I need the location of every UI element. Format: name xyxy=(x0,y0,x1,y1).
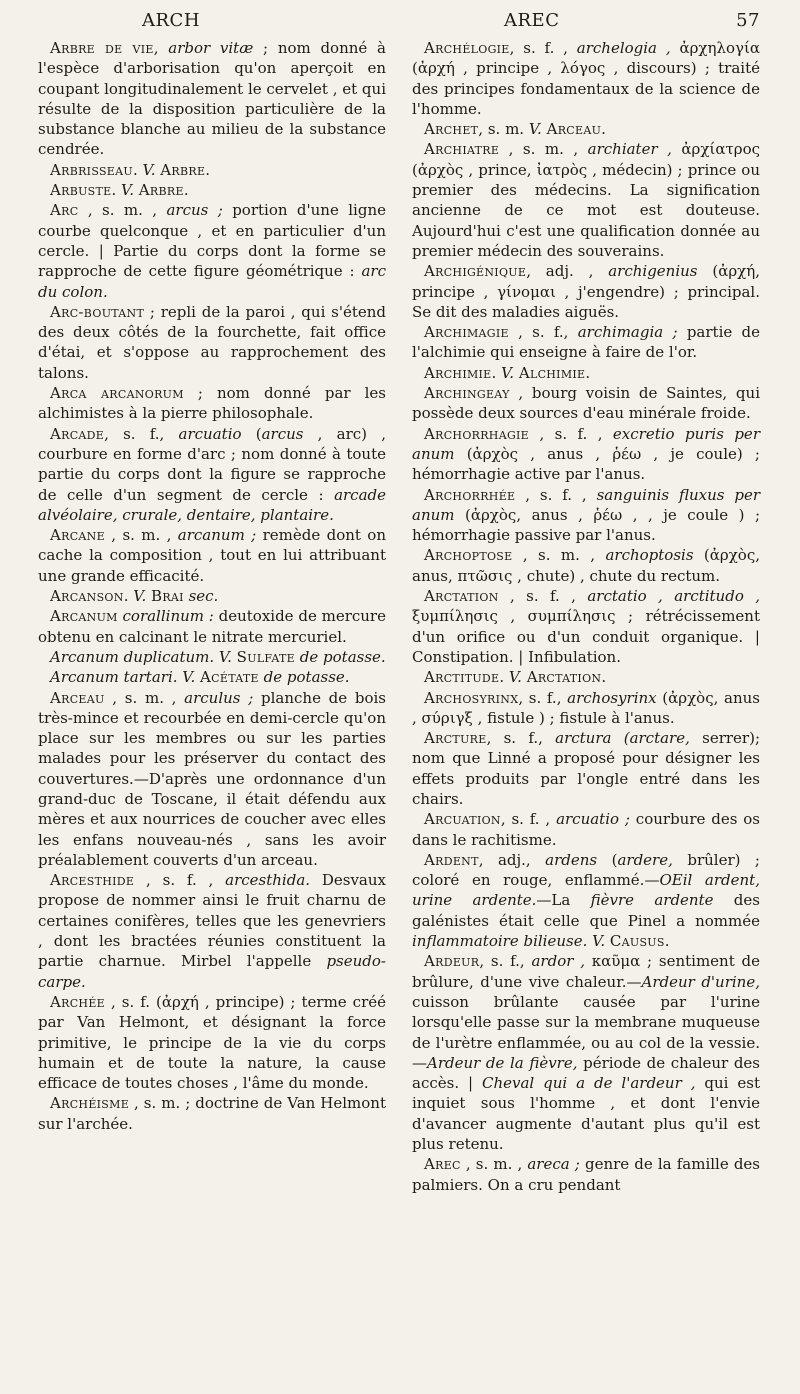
entry-text: ( xyxy=(241,424,262,443)
dictionary-entry xyxy=(412,809,760,850)
headword: Archélogie xyxy=(424,39,510,57)
dictionary-entry xyxy=(412,383,760,424)
entry-text: planche de bois très-mince et recourbée en demi-cercle qu'on place sur les membres ou sur les parties malades pour les préserver du contact des couvertures.—D'après une ordonnance d'un grand-duc de Toscane, il était défendu aux mères et aux nourrices de coucher avec elles les enfans nouveau-nés , sans les avoir préalablement couverts d'un arceau. xyxy=(38,688,386,869)
dictionary-entry xyxy=(38,180,386,200)
dictionary-entry xyxy=(412,586,760,667)
entry-text: , s. f. , xyxy=(509,39,577,57)
entry-text: , s. m. , xyxy=(104,526,178,545)
dictionary-entry xyxy=(38,667,386,687)
headword: Archet xyxy=(424,120,479,139)
dictionary-entry xyxy=(412,1154,760,1195)
dictionary-entry xyxy=(38,525,386,586)
dictionary-entry xyxy=(412,850,760,951)
entry-text: des galénistes était celle que Pinel a nommée xyxy=(412,891,760,930)
cross-reference: Arceau xyxy=(546,120,602,139)
entry-text: genre de la famille des palmiers. On a cru pendant xyxy=(412,1155,761,1194)
italic-text: OEil ardent, urine ardente. xyxy=(412,871,760,910)
dictionary-entry xyxy=(38,870,386,992)
italic-text: arctura (arctare, xyxy=(555,729,690,748)
headword: Arcanum xyxy=(50,607,118,626)
italic-text: fièvre ardente xyxy=(590,891,714,910)
headword: Archiatre xyxy=(424,140,500,159)
entry-text: . xyxy=(601,668,607,687)
italic-text: archoptosis xyxy=(605,546,694,565)
entry-text: . xyxy=(183,181,189,200)
headword: Archée xyxy=(50,992,105,1011)
page-number: 57 xyxy=(736,10,760,31)
entry-text: remède dont on cache la composition , tout en lui attribuant une grande efficacité. xyxy=(38,526,386,585)
right-column xyxy=(412,38,760,1195)
dictionary-entry xyxy=(38,606,386,647)
dictionary-entry xyxy=(412,363,760,383)
headword: Arcanson xyxy=(50,587,124,606)
dictionary-entry xyxy=(38,688,386,871)
italic-text: Ardeur d'urine, xyxy=(641,972,760,991)
headword: Archigénique xyxy=(424,262,527,281)
headword: Archimie xyxy=(424,363,492,382)
entry-text: ἀρχίατρος (ἀρχὸς , prince, ἰατρὸς , médecin) ; prince ou premier des médecins. La signification ancienne de ce mot est douteuse. Aujourd'hui c'est une qualification donnée au premier médecin des souverains. xyxy=(412,140,760,260)
entry-text: ; nom donné par les alchimistes à la pierre philosophale. xyxy=(38,384,386,423)
cross-reference: Arbre xyxy=(160,160,206,179)
headword: Archoptose xyxy=(424,546,513,565)
italic-text: V. xyxy=(528,120,542,139)
italic-text: V. xyxy=(501,363,515,382)
cross-reference: Causus xyxy=(609,932,665,951)
dictionary-entry xyxy=(38,424,386,525)
entry-text: . xyxy=(585,363,591,382)
headword: Arctation xyxy=(424,587,499,606)
entry-text: , s. m. , xyxy=(512,546,606,565)
italic-text: arbor vitæ xyxy=(168,39,254,57)
entry-text: , bourg voisin de Saintes, qui possède deux sources d'eau minérale froide. xyxy=(412,384,760,423)
dictionary-entry xyxy=(412,667,760,687)
headword: Arcture xyxy=(424,729,487,748)
entry-text: , s. f., xyxy=(508,323,578,342)
headword: Archimagie xyxy=(424,323,509,342)
headword: Arcane xyxy=(50,526,105,545)
italic-text: archosyrinx xyxy=(567,688,657,707)
entry-text: . xyxy=(132,160,143,179)
italic-text: arc du colon. xyxy=(38,262,386,301)
cross-reference: Arbre xyxy=(138,181,184,200)
entry-text: . xyxy=(111,181,122,200)
entry-text: , s. f. (ἀρχή , principe) ; terme créé par Van Helmont, et désignant la force primitive, le principe de la vie du corps humain et de toute la nature, la cause efficace de toutes choses , l'âme du monde. xyxy=(38,992,386,1093)
entry-text: , s. f., xyxy=(104,424,179,443)
entry-text: , s. f. , xyxy=(529,424,613,443)
entry-text: , s. f., xyxy=(479,952,532,971)
dictionary-entry xyxy=(38,160,386,180)
running-header xyxy=(38,4,760,38)
entry-text: , s. f. , xyxy=(498,587,588,606)
dictionary-entry xyxy=(38,200,386,301)
entry-text: ; repli de la paroi , qui s'étend des deux côtés de la fourchette, fait office d'étai, et s'oppose au rapprochement des talons. xyxy=(38,302,386,382)
entry-text: ( xyxy=(597,850,618,869)
cross-reference: Brai xyxy=(151,587,184,606)
entry-text: , s. m. , xyxy=(460,1155,528,1174)
italic-text: arcanum ; xyxy=(177,526,257,545)
entry-text: . xyxy=(491,363,502,382)
italic-text: Arcanum duplicatum. V. xyxy=(50,647,232,666)
headword: Archorrhagie xyxy=(424,424,530,443)
entry-text: , s. f., xyxy=(486,729,556,748)
italic-text: arcus xyxy=(261,424,304,443)
dictionary-entry xyxy=(38,586,386,606)
headword: Arbre de vie xyxy=(50,39,154,57)
entry-text: , s. m. ; doctrine de Van Helmont sur l'archée. xyxy=(38,1094,386,1133)
entry-text: , s. f., xyxy=(518,688,568,707)
header-left-guide-word: ARCH xyxy=(142,10,201,31)
cross-reference: Arctation xyxy=(526,668,602,687)
italic-text: arcesthida. xyxy=(225,871,311,890)
italic-text: ardere, xyxy=(617,850,673,869)
left-column xyxy=(38,38,386,1195)
entry-text: ; nom donné à l'espèce d'arborisation qu'on aperçoit en coupant longitudinalement le cervelet , et qui résulte de la disposition particulière de la substance blanche au milieu de la substance cendrée. xyxy=(38,39,386,159)
italic-text: archelogia , xyxy=(576,39,671,57)
entry-text: serrer); nom que Linné a proposé pour désigner les effets produits par l'ongle entré dans les chairs. xyxy=(412,729,761,808)
entry-text: brûler) ; coloré en rouge, enflammé.— xyxy=(412,850,760,890)
entry-text: , adj. , xyxy=(526,262,609,281)
entry-text: . xyxy=(601,120,606,139)
dictionary-entry xyxy=(412,424,760,485)
entry-text: Desvaux propose de nommer ainsi le fruit charnu de certaines conifères, telles que les genevriers , dont les bractées réunies constituent la partie charnue. Mirbel l'appelle xyxy=(38,871,386,971)
entry-text: . xyxy=(205,160,211,179)
italic-text: corallinum : xyxy=(122,607,214,626)
italic-text: pseudo-carpe. xyxy=(38,952,386,991)
entry-text: . xyxy=(123,587,134,606)
dictionary-entry xyxy=(412,139,760,261)
italic-text: ardens xyxy=(545,850,598,869)
entry-text: , s. m. , xyxy=(499,140,588,159)
dictionary-entry xyxy=(38,38,386,160)
italic-text: de potasse. xyxy=(263,668,350,687)
dictionary-entry xyxy=(412,38,760,119)
dictionary-entry xyxy=(38,302,386,383)
italic-text: archiater , xyxy=(587,140,672,159)
italic-text: sanguinis fluxus per anum xyxy=(412,485,760,524)
italic-text: arcade alvéolaire, crurale, dentaire, plantaire. xyxy=(38,485,386,524)
italic-text: V. xyxy=(121,181,135,200)
entry-text: , s. f. , xyxy=(134,871,226,890)
italic-text: V. xyxy=(508,668,522,687)
entry-text: , s. m. xyxy=(478,120,529,139)
entry-text: , xyxy=(153,39,169,57)
headword: Arca arcanorum xyxy=(50,384,184,403)
headword: Arbrisseau xyxy=(50,160,133,179)
italic-text: V. xyxy=(133,587,147,606)
dictionary-entry xyxy=(412,688,760,729)
headword: Ardeur xyxy=(424,952,480,971)
headword: Arcade xyxy=(50,424,105,443)
headword: Arc xyxy=(50,201,79,220)
italic-text: arcuatio xyxy=(178,424,242,443)
headword: Arceau xyxy=(50,688,105,707)
dictionary-entry xyxy=(412,485,760,546)
headword: Archorrhée xyxy=(424,485,516,504)
entry-text: (ἀρχή, principe , γίνομαι , j'engendre) ; principal. Se dit des maladies aiguës. xyxy=(412,262,760,321)
italic-text: arculus ; xyxy=(184,688,254,707)
entry-text: (ἀρχὸς, anus , σύριγξ , fistule ) ; fistule à l'anus. xyxy=(412,688,761,727)
italic-text: archigenius xyxy=(608,262,698,281)
headword: Archosyrinx xyxy=(424,688,519,707)
italic-text: Ardeur de la fièvre, xyxy=(427,1053,578,1072)
cross-reference: Sulfate xyxy=(236,647,296,666)
headword: Arbuste xyxy=(50,181,112,200)
entry-text: , arc) , courbure en forme d'arc ; nom donné à toute partie du corps dont la figure se rapproche de celle d'un segment de cercle : xyxy=(38,424,386,504)
entry-text: , adj., xyxy=(478,850,546,869)
entry-text: , s. f. , xyxy=(515,485,597,504)
dictionary-entry xyxy=(38,992,386,1093)
headword: Archéisme xyxy=(50,1094,130,1113)
entry-text: —La xyxy=(536,891,591,910)
italic-text: arcus ; xyxy=(166,201,223,220)
text-columns xyxy=(38,38,760,1195)
dictionary-entry xyxy=(38,1093,386,1134)
dictionary-entry xyxy=(38,647,386,667)
entry-text: . xyxy=(664,932,670,951)
entry-text: (ἀρχὸς, anus, πτῶσις , chute) , chute du rectum. xyxy=(412,546,761,585)
entry-text: (ἀρχὸς , anus , ῥέω , je coule) ; hémorrhagie active par l'anus. xyxy=(412,444,760,484)
dictionary-entry xyxy=(412,119,760,139)
italic-text: archimagia ; xyxy=(577,323,678,342)
entry-text: , s. m. , xyxy=(78,201,167,220)
italic-text: V. xyxy=(142,160,156,179)
entry-text: deutoxide de mercure obtenu en calcinant le nitrate mercuriel. xyxy=(38,607,386,646)
dictionary-entry xyxy=(412,261,760,322)
entry-text: ἀρχηλογία (ἀρχή , principe , λόγος , discours) ; traité des principes fondamentaux de la science de l'homme. xyxy=(412,39,761,118)
dictionary-entry xyxy=(412,322,760,363)
italic-text: de potasse. xyxy=(299,647,386,666)
entry-text: cuisson brûlante causée par l'urine lorsqu'elle passe sur la membrane muqueuse de l'urètre enflammée, ou au col de la vessie.— xyxy=(412,992,760,1072)
dictionary-entry xyxy=(412,545,760,586)
cross-reference: Acétate xyxy=(200,668,259,687)
entry-text: καῦμα ; sentiment de brûlure, d'une vive chaleur.— xyxy=(412,952,761,991)
italic-text: Cheval qui a de l'ardeur , xyxy=(482,1074,696,1093)
entry-text: partie de l'alchimie qui enseigne à faire de l'or. xyxy=(412,323,760,362)
dictionary-entry xyxy=(412,951,760,1154)
entry-text: portion d'une ligne courbe quelconque , et en particulier d'un cercle. | Partie du corps dont la forme se rapproche de cette figure géométrique : xyxy=(38,201,386,281)
headword: Arc-boutant xyxy=(50,302,145,321)
cross-reference: Alchimie xyxy=(518,363,586,382)
headword: Archingeay xyxy=(424,384,510,403)
entry-text: . xyxy=(499,668,509,687)
entry-text: période de chaleur des accès. | xyxy=(412,1053,760,1093)
entry-text: courbure des os dans le rachitisme. xyxy=(412,810,760,849)
entry-text: ξυμπίλησις , συμπίλησις ; rétrécissement d'un orifice ou d'un conduit organique. | Constipation. | Infibulation. xyxy=(412,607,760,666)
italic-text: excretio puris per anum xyxy=(412,424,760,463)
header-right-guide-word: AREC xyxy=(504,10,560,31)
entry-text: , s. f. , xyxy=(500,810,557,829)
italic-text: sec. xyxy=(188,587,219,606)
italic-text: arcuatio ; xyxy=(556,810,630,829)
entry-text: (ἀρχὸς, anus , ῥέω , , je coule ) ; hémorrhagie passive par l'anus. xyxy=(412,505,760,545)
italic-text: inflammatoire bilieuse. V. xyxy=(412,932,606,951)
headword: Arcuation xyxy=(424,810,501,829)
dictionary-entry xyxy=(38,383,386,424)
dictionary-entry xyxy=(412,728,760,809)
headword: Arctitude xyxy=(424,668,500,687)
headword: Arcesthide xyxy=(50,871,135,890)
italic-text: ardor , xyxy=(531,952,585,971)
entry-text: , s. m. , xyxy=(104,688,185,707)
italic-text: arctatio , arctitudo , xyxy=(587,587,760,606)
italic-text: areca ; xyxy=(527,1155,580,1174)
entry-text: qui est inquiet sous l'homme , et dont l'envie d'avancer augmente d'autant plus qu'il est plus retenu. xyxy=(412,1074,760,1154)
headword: Ardent xyxy=(424,850,479,869)
headword: Arec xyxy=(424,1155,461,1174)
italic-text: Arcanum tartari. V. xyxy=(50,668,196,687)
